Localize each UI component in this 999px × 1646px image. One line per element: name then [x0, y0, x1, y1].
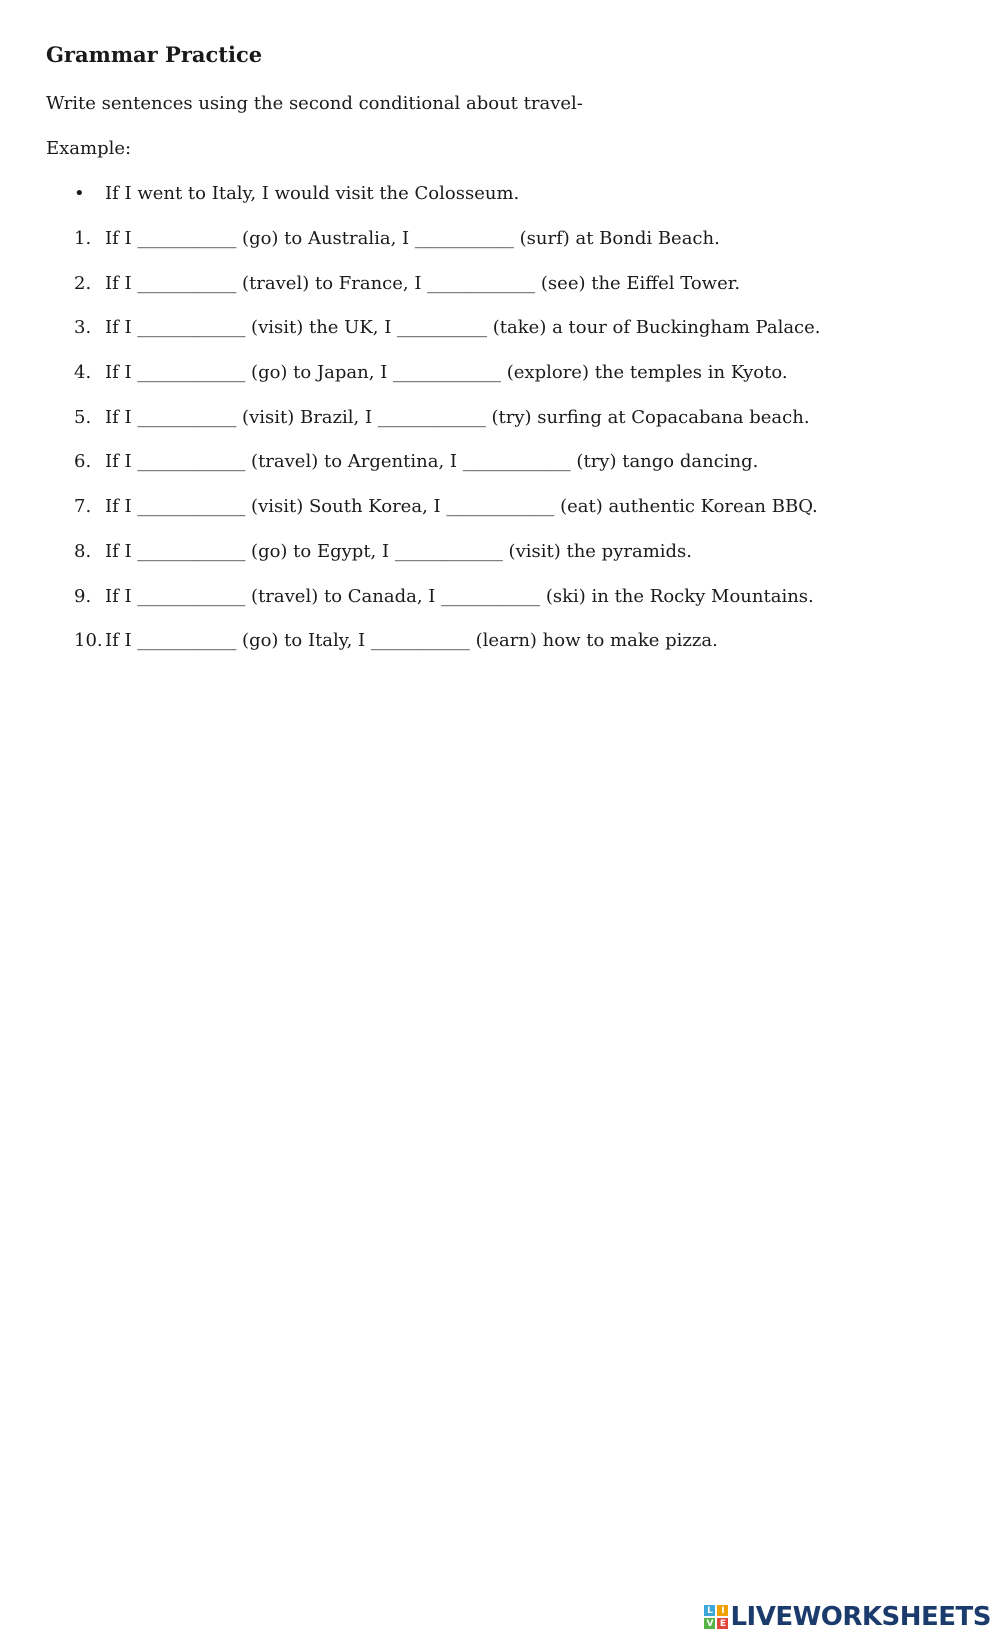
logo-mark-letter: I [717, 1605, 728, 1616]
page-title: Grammar Practice [46, 42, 263, 67]
exercise-sentence: If I ___________ (visit) Brazil, I ____________ (try) surfing at Copacabana beach. [105, 406, 810, 428]
exercise-sentence: If I ___________ (travel) to France, I ____________ (see) the Eiffel Tower. [105, 272, 741, 294]
example-label: Example: [46, 138, 132, 159]
exercise-sentence: If I ___________ (go) to Australia, I ___________ (surf) at Bondi Beach. [105, 228, 720, 249]
example-item [74, 183, 519, 204]
exercise-number: 3. [74, 317, 92, 339]
instruction-text: Write sentences using the second conditional about travel- [46, 93, 583, 114]
bullet-icon: • [74, 183, 85, 204]
logo-mark-letter: L [704, 1605, 715, 1616]
exercise-item [74, 273, 821, 318]
exercise-sentence: If I ____________ (go) to Japan, I ____________ (explore) the temples in Kyoto. [105, 362, 788, 384]
exercise-list [74, 228, 821, 675]
exercise-item [74, 541, 821, 586]
exercise-number: 8. [74, 540, 92, 562]
logo-mark-icon [704, 1605, 728, 1629]
exercise-sentence: If I ____________ (travel) to Argentina, I ____________ (try) tango dancing. [105, 451, 759, 473]
exercise-sentence: If I ____________ (travel) to Canada, I ___________ (ski) in the Rocky Mountains. [105, 585, 814, 607]
exercise-sentence: If I ____________ (visit) South Korea, I ____________ (eat) authentic Korean BBQ. [105, 496, 818, 518]
logo-mark-letter: V [704, 1618, 715, 1629]
logo-mark-letter: E [717, 1618, 728, 1629]
exercise-number: 1. [74, 228, 92, 249]
exercise-item [74, 496, 821, 541]
exercise-number: 7. [74, 496, 92, 518]
exercise-number: 4. [74, 362, 92, 384]
exercise-item [74, 317, 821, 362]
exercise-item [74, 228, 821, 273]
exercise-number: 10. [74, 630, 103, 652]
exercise-item [74, 407, 821, 452]
exercise-item [74, 451, 821, 496]
exercise-number: 9. [74, 585, 92, 607]
exercise-number: 2. [74, 272, 92, 294]
exercise-item [74, 362, 821, 407]
liveworksheets-logo [704, 1602, 991, 1632]
exercise-sentence: If I ____________ (visit) the UK, I __________ (take) a tour of Buckingham Palace. [105, 317, 821, 339]
example-sentence: If I went to Italy, I would visit the Colosseum. [105, 183, 520, 204]
exercise-sentence: If I ____________ (go) to Egypt, I ____________ (visit) the pyramids. [105, 540, 693, 562]
logo-text: LIVEWORKSHEETS [730, 1602, 991, 1632]
exercise-sentence: If I ___________ (go) to Italy, I ___________ (learn) how to make pizza. [105, 630, 718, 652]
exercise-item [74, 630, 821, 675]
exercise-number: 5. [74, 406, 92, 428]
exercise-item [74, 586, 821, 631]
exercise-number: 6. [74, 451, 92, 473]
